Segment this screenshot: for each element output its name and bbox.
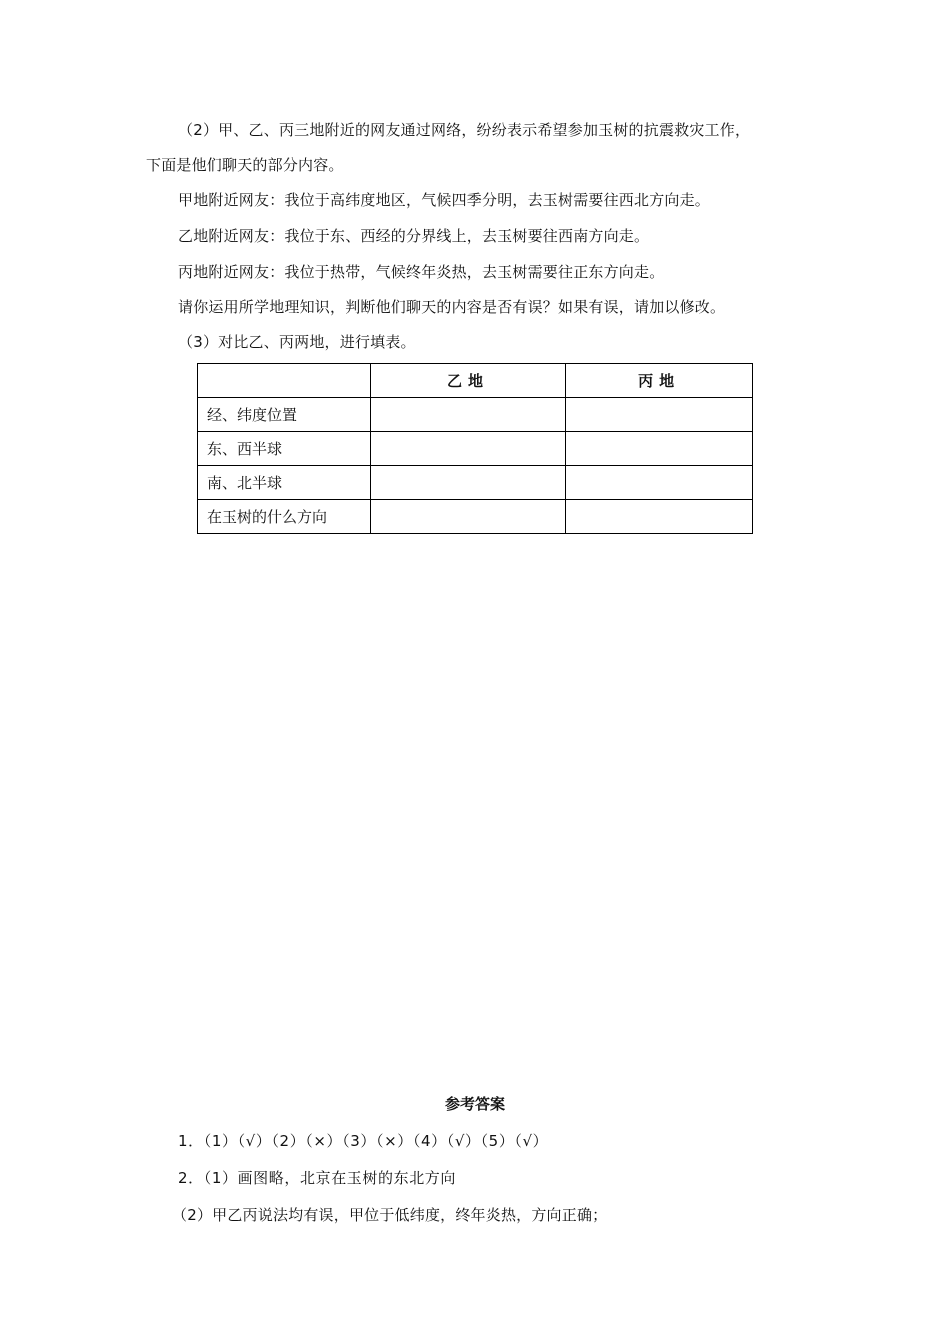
question-2-line-2: 下面是他们聊天的部分内容。 (146, 156, 344, 174)
table-row (198, 398, 753, 432)
chat-bing: 丙地附近网友：我位于热带，气候终年炎热，去玉树需要往正东方向走。 (178, 263, 665, 281)
table-row (198, 500, 753, 534)
question-3-text: （3）对比乙、丙两地，进行填表。 (178, 333, 416, 351)
answer-line-3: （2）甲乙丙说法均有误，甲位于低纬度，终年炎热，方向正确； (172, 1206, 608, 1224)
cell-bing[interactable] (566, 432, 753, 466)
answer-line-2: 2．（1）画图略，北京在玉树的东北方向 (178, 1169, 456, 1187)
question-2-line-1: （2）甲、乙、丙三地附近的网友通过网络，纷纷表示希望参加玉树的抗震救灾工作， (178, 121, 751, 139)
row-label: 东、西半球 (198, 432, 371, 466)
cell-bing[interactable] (566, 500, 753, 534)
table-row (198, 432, 753, 466)
table-header-yi: 乙地 (370, 364, 566, 398)
cell-yi[interactable] (370, 398, 566, 432)
answer-title: 参考答案 (444, 1095, 505, 1113)
row-label: 在玉树的什么方向 (198, 500, 371, 534)
answer-line-1: 1．（1）（√）（2）（×）（3）（×）（4）（√）（5）（√） (178, 1132, 549, 1150)
chat-jia: 甲地附近网友：我位于高纬度地区，气候四季分明，去玉树需要往西北方向走。 (178, 191, 711, 209)
table-row (198, 466, 753, 500)
cell-yi[interactable] (370, 466, 566, 500)
row-label: 经、纬度位置 (198, 398, 371, 432)
cell-yi[interactable] (370, 500, 566, 534)
row-label: 南、北半球 (198, 466, 371, 500)
table-header-row (198, 364, 753, 398)
cell-yi[interactable] (370, 432, 566, 466)
table-header-bing: 丙地 (566, 364, 753, 398)
question-2-prompt: 请你运用所学地理知识，判断他们聊天的内容是否有误？如果有误，请加以修改。 (178, 298, 726, 316)
cell-bing[interactable] (566, 466, 753, 500)
comparison-table (197, 363, 753, 534)
table-header-blank (198, 364, 371, 398)
chat-yi: 乙地附近网友：我位于东、西经的分界线上，去玉树要往西南方向走。 (178, 227, 650, 245)
cell-bing[interactable] (566, 398, 753, 432)
